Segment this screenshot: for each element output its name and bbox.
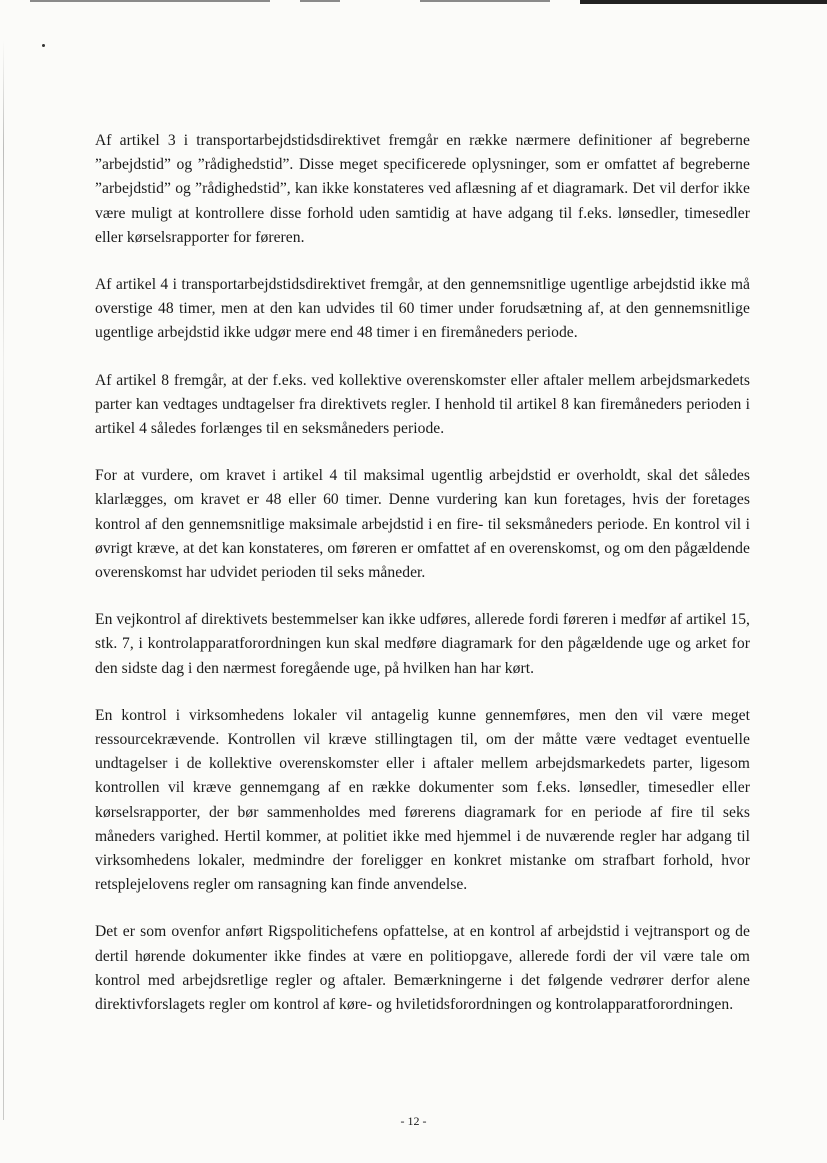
scan-edge-left — [3, 40, 4, 1120]
document-body — [95, 129, 750, 1040]
page-number: - 12 - — [400, 1114, 427, 1128]
scan-speck — [42, 44, 45, 47]
paragraph-conclusion: Det er som ovenfor anført Rigspolitichefens opfattelse, at en kontrol af arbejdstid i vejtransport og de dertil hørende dokumenter ikke findes at være en politiopgave, allerede fordi der vil være tale om kontrol med arbejdsretlige regler og aftaler. Bemærkningerne i det følgende vedrører derfor alene direktivforslagets regler om kontrol af køre- og hviletidsforordningen og kontrolapparatforordningen. — [95, 923, 750, 1014]
paragraph-premises-check: En kontrol i virksomhedens lokaler vil antagelig kunne gennemføres, men den vil være meget ressourcekrævende. Kontrollen vil kræve stillingtagen til, om der måtte være vedtaget eventuelle undtagelser i de kollektive overenskomster eller i aftaler mellem arbejdsmarkedets parter, ligesom kontrollen vil kræve gennemgang af en række dokumenter som f.eks. lønsedler, timesedler eller kørselsrapporter, der bør sammenholdes med førerens diagramark for en periode af fire til seks måneders varighed. Hertil kommer, at politiet ikke med hjemmel i de nuværende regler har adgang til virksomhedens lokaler, medmindre der foreligger en konkret mistanke om strafbart forhold, hvor retsplejelovens regler om ransagning kan finde anvendelse. — [95, 706, 750, 894]
paragraph-article-4: Af artikel 4 i transportarbejdstidsdirektivet fremgår, at den gennemsnitlige ugentlige arbejdstid ikke må overstige 48 timer, men at den kan udvides til 60 timer under forudsætning af, at den gennemsnitlige ugentlige arbejdstid ikke udgør mere end 48 timer i en firemåneders periode. — [95, 276, 750, 342]
paragraph-article-8: Af artikel 8 fremgår, at der f.eks. ved kollektive overenskomster eller aftaler mellem arbejdsmarkedets parter kan vedtages undtagelser fra direktivets regler. I henhold til artikel 8 kan firemåneders perioden i artikel 4 således forlænges til en seksmåneders periode. — [95, 371, 750, 438]
scan-edge-top — [0, 0, 827, 6]
paragraph-article-3: Af artikel 3 i transportarbejdstidsdirektivet fremgår en række nærmere definitioner af begreberne ”arbejdstid” og ”rådighedstid”. Disse meget specificerede oplysninger, som er omfattet af begreberne ”arbejdstid” og ”rådighedstid”, kan ikke konstateres ved aflæsning af et diagramark. Det vil derfor ikke være muligt at kontrollere disse forhold uden samtidig at have adgang til f.eks. lønsedler, timesedler eller kørselsrapporter for føreren. — [95, 132, 750, 246]
paragraph-assessment: For at vurdere, om kravet i artikel 4 til maksimal ugentlig arbejdstid er overholdt, skal det således klarlægges, om kravet er 48 eller 60 timer. Denne vurdering kan kun foretages, hvis der foretages kontrol af den gennemsnitlige maksimale arbejdstid i en fire- til seksmåneders periode. En kontrol vil i øvrigt kræve, at det kan konstateres, om føreren er omfattet af en overenskomst, og om den pågældende overenskomst har udvidet perioden til seks måneder. — [95, 467, 750, 582]
paragraph-road-check: En vejkontrol af direktivets bestemmelser kan ikke udføres, allerede fordi føreren i medfør af artikel 15, stk. 7, i kontrolapparatforordningen kun skal medføre diagramark for den pågældende uge og arket for den sidste dag i den nærmest foregående uge, på hvilken han har kørt. — [95, 611, 750, 677]
